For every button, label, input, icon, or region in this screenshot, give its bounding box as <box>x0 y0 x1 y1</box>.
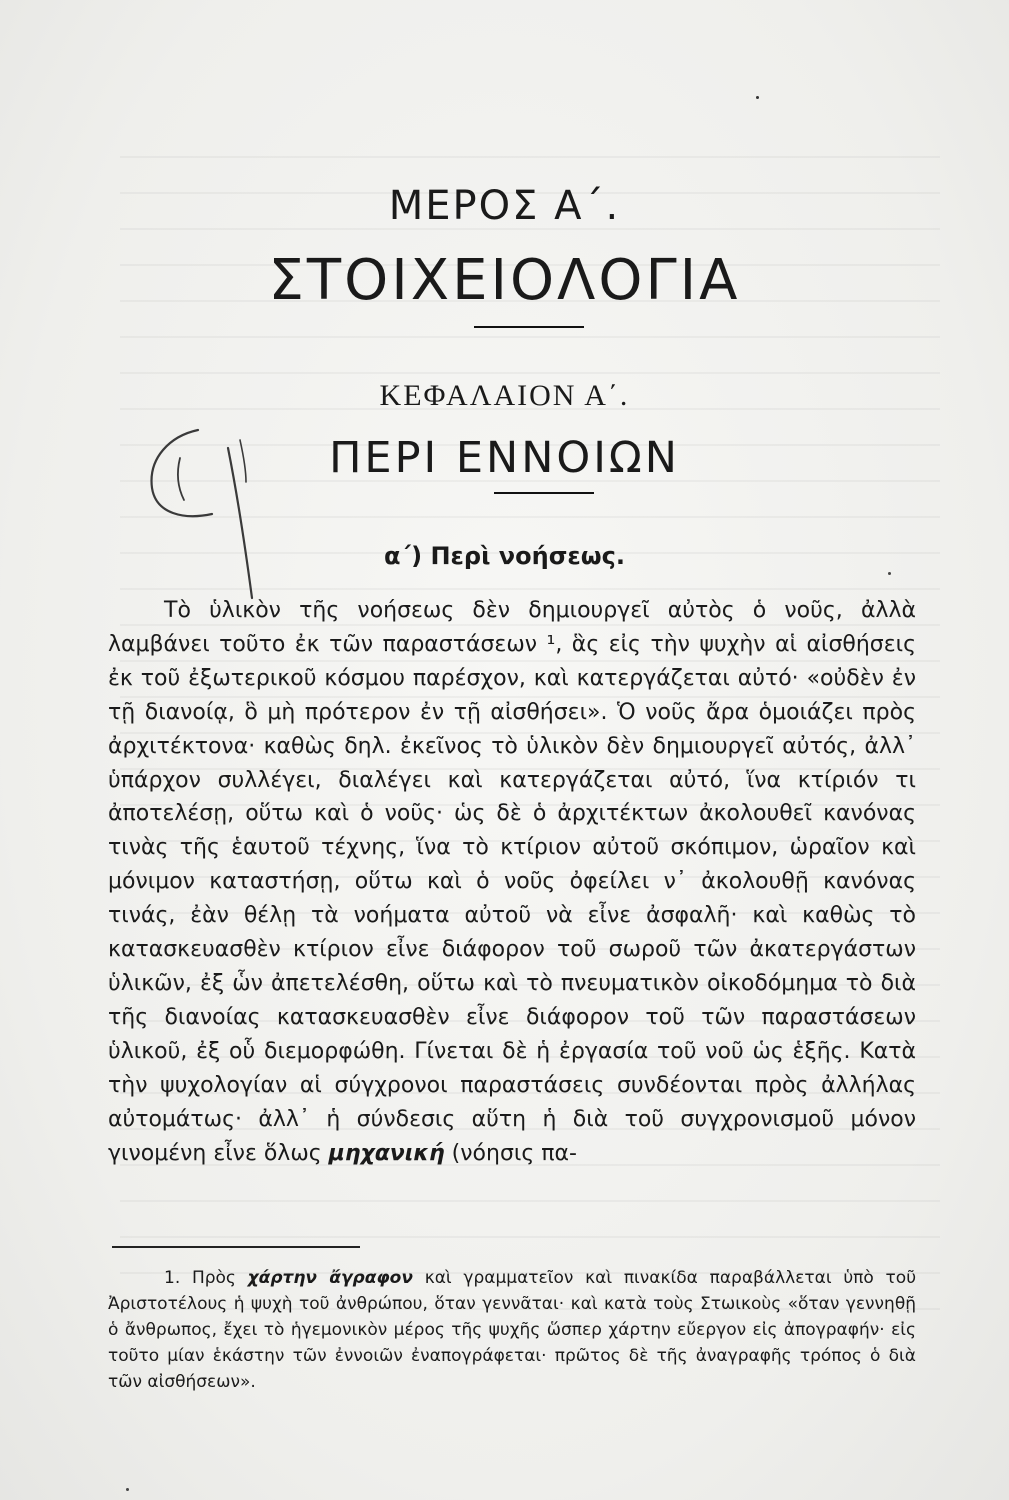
handwritten-margin-mark-icon <box>140 418 280 618</box>
main-title: ΣΤΟΙΧΕΙΟΛΟΓΙΑ <box>268 248 741 313</box>
chapter-divider <box>494 492 594 494</box>
print-speck <box>756 96 759 99</box>
body-text: Τὸ ὑλικὸν τῆς νοήσεως δὲν δημιουργεῖ αὐτὸς ὁ νοῦς, ἀλλὰ λαμβάνει τοῦτο ἐκ τῶν παραστάσεων ¹, ἃς εἰς τὴν ψυχὴν αἱ αἰσθήσεις ἐκ τοῦ ἐξωτερικοῦ κόσμου παρέσχον, καὶ κατεργάζεται αὐτό· «οὐδὲν ἐν τῇ διανοίᾳ, ὃ μὴ πρότερον ἐν τῇ αἰσθήσει». Ὁ νοῦς ἄρα ὁμοιάζει πρὸς ἀρχιτέκτονα· καθὼς δηλ. ἐκεῖνος τὸ ὑλικὸν δὲν δημιουργεῖ αὐτός, ἀλλ᾽ ὑπάρχον συλλέγει, διαλέγει καὶ κατεργάζεται αὐτό, ἵνα κτίριόν τι ἀποτελέσῃ, οὕτω καὶ ὁ νοῦς· ὡς δὲ ὁ ἀρχιτέκτων ἀκολουθεῖ κανόνας τινὰς τῆς ἑαυτοῦ τέχνης, ἵνα τὸ κτίριον αὐτοῦ σκόπιμον, ὡραῖον καὶ μόνιμον καταστήσῃ, οὕτω καὶ ὁ νοῦς ὀφείλει ν᾽ ἀκολουθῇ κανόνας τινάς, ἐὰν θέλῃ τὰ νοήματα αὐτοῦ νὰ εἶνε ἀσφαλῆ· καὶ καθὼς τὸ κατασκευασθὲν κτίριον εἶνε διάφορον τοῦ σωροῦ τῶν ἀκατεργάστων ὑλικῶν, ἐξ ὧν ἀπετελέσθη, οὕτω καὶ τὸ πνευματικὸν οἰκοδόμημα τὸ διὰ τῆς διανοίας κατασκευασθὲν εἶνε διάφορον τοῦ τῶν παραστάσεων ὑλικοῦ, ἐξ οὗ διεμορφώθη. Γίνεται δὲ ἡ ἐργασία τοῦ νοῦ ὡς ἑξῆς. Κατὰ τὴν ψυχολογίαν αἱ σύγχρονοι παραστάσεις συνδέονται πρὸς ἀλλήλας αὐτομάτως· ἀλλ᾽ ἡ σύνδεσις αὕτη ἡ διὰ τοῦ συγχρονισμοῦ μόνον γινομένη εἶνε ὅλως <box>108 598 916 1166</box>
print-speck <box>126 1488 129 1491</box>
body-paragraph <box>108 594 916 1170</box>
footnote-divider <box>112 1246 360 1248</box>
chapter-label: ΚΕΦΑΛΑΙΟΝ Α΄. <box>379 379 630 412</box>
title-divider <box>474 326 584 328</box>
chapter-title: ΠΕΡΙ ΕΝΝΟΙΩΝ <box>329 433 680 483</box>
body-text-end: (νόησις πα- <box>451 1140 577 1166</box>
print-speck <box>888 572 891 575</box>
footnote <box>108 1265 916 1395</box>
footnote-emphasis: χάρτην ἄγραφον <box>247 1268 413 1288</box>
section-title: α΄) Περὶ νοήσεως. <box>384 542 625 570</box>
part-title: ΜΕΡΟΣ Α΄. <box>388 183 621 229</box>
body-emphasis: μηχανική <box>328 1140 445 1166</box>
footnote-text-end: καὶ γραμματεῖον καὶ πινακίδα παραβάλλεται ὑπὸ τοῦ Ἀριστοτέλους ἡ ψυχὴ τοῦ ἀνθρώπου, ὅταν γεννᾶται· καὶ κατὰ τοὺς Στωικοὺς «ὅταν γεννηθῇ ὁ ἄνθρωπος, ἔχει τὸ ἡγεμονικὸν μέρος τῆς ψυχῆς ὥσπερ χάρτην εὔεργον εἰς ἀπογραφήν· εἰς τοῦτο μίαν ἑκάστην τῶν ἐννοιῶν ἐναπογράφεται· πρῶτος δὲ τῆς ἀναγραφῆς τρόπος ὁ διὰ τῶν αἰσθήσεων». <box>108 1268 917 1392</box>
footnote-text: 1. Πρὸς <box>164 1268 236 1288</box>
